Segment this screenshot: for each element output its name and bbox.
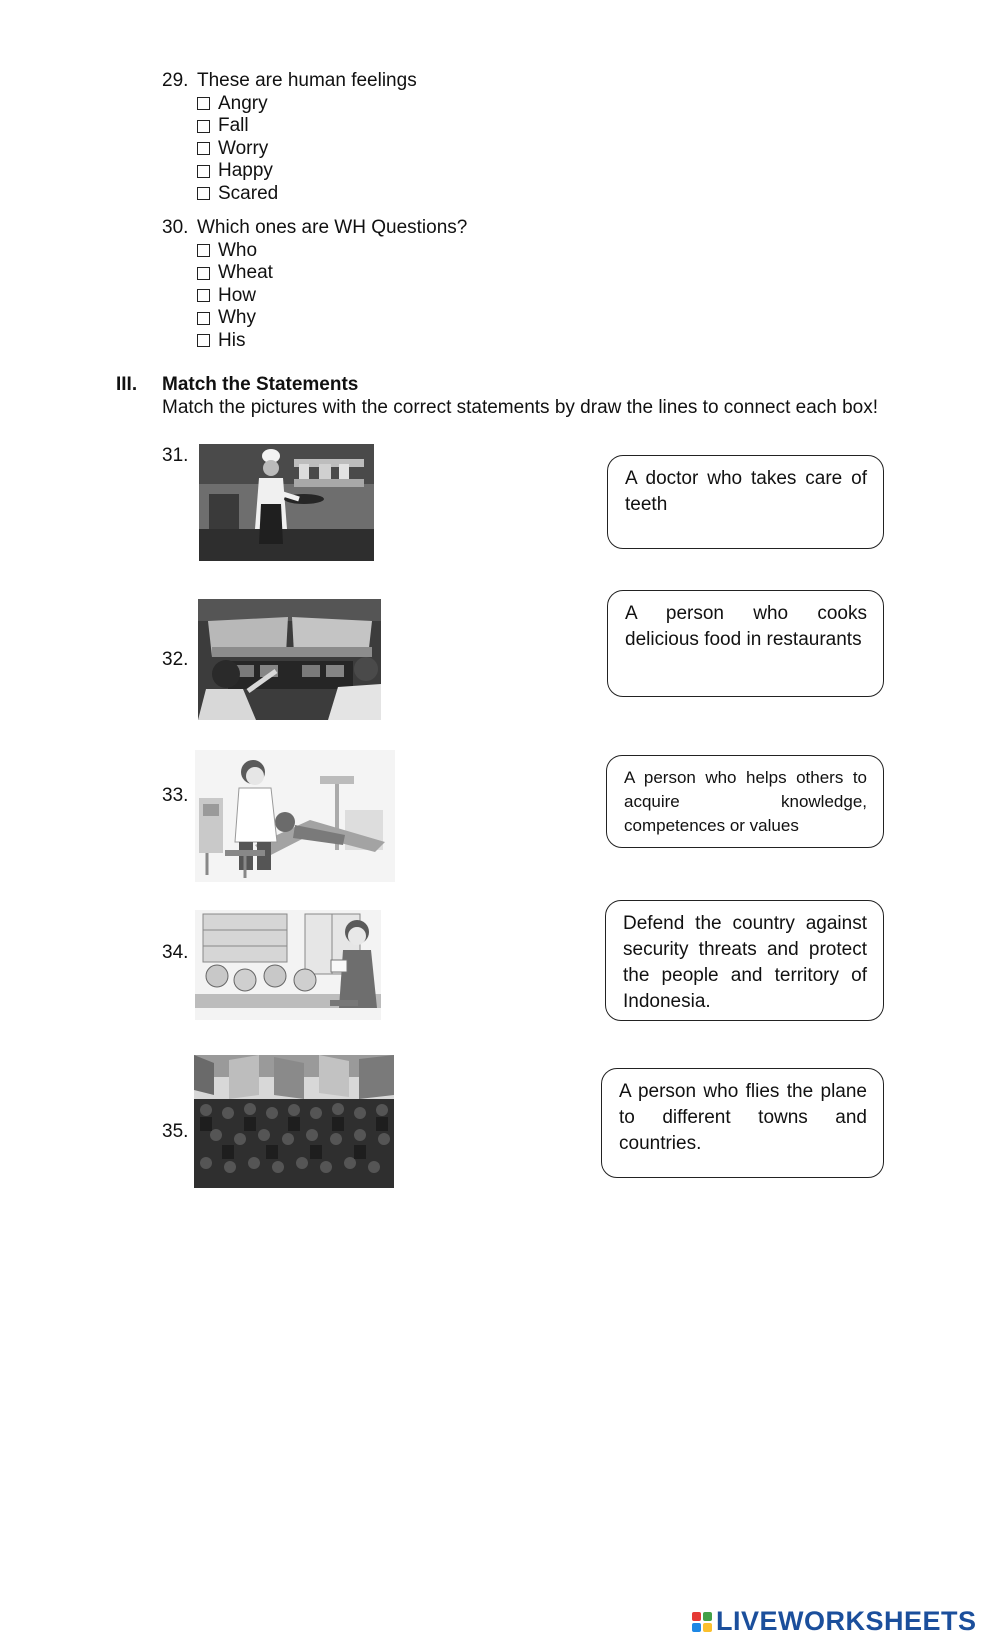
- logo-blocks-icon: [692, 1612, 712, 1632]
- question-29: [162, 70, 417, 205]
- checkbox-icon[interactable]: [197, 187, 210, 200]
- logo-block: [692, 1612, 701, 1621]
- statement-text: Defend the country against security threats and protect the people and territory of Indonesia.: [623, 913, 867, 1012]
- checkbox-icon[interactable]: [197, 142, 210, 155]
- match-number-33: 33.: [162, 785, 189, 806]
- checkbox-icon[interactable]: [197, 244, 210, 257]
- logo-block: [703, 1623, 712, 1632]
- checkbox-icon[interactable]: [197, 289, 210, 302]
- checkbox-icon[interactable]: [197, 120, 210, 133]
- checkbox-icon[interactable]: [197, 267, 210, 280]
- option-label: Worry: [218, 137, 269, 159]
- option-label: Who: [218, 239, 258, 261]
- logo-text: LIVEWORKSHEETS: [716, 1606, 977, 1636]
- option-label: Wheat: [218, 262, 273, 283]
- option-checkbox[interactable]: [197, 240, 467, 263]
- option-label: Fall: [218, 115, 249, 136]
- statement-box[interactable]: [605, 900, 884, 1021]
- option-label: Happy: [218, 160, 273, 181]
- liveworksheets-logo: [692, 1606, 977, 1637]
- statement-box[interactable]: [601, 1068, 884, 1178]
- statement-box[interactable]: [607, 455, 884, 549]
- section-title: Match the Statements: [162, 374, 359, 395]
- option-label: How: [218, 284, 257, 306]
- option-checkbox[interactable]: [197, 330, 467, 353]
- logo-block: [703, 1612, 712, 1621]
- statement-text: A person who flies the plane to different towns and countries.: [619, 1081, 867, 1154]
- question-30: [162, 217, 467, 352]
- question-number: 29.: [162, 70, 189, 91]
- checkbox-icon[interactable]: [197, 312, 210, 325]
- match-number-32: 32.: [162, 649, 189, 670]
- statement-box[interactable]: [606, 755, 884, 848]
- option-checkbox[interactable]: [197, 183, 417, 206]
- statement-text: A person who helps others to acquire knowledge, competences or values: [624, 768, 867, 835]
- option-label: Angry: [218, 92, 268, 114]
- match-number-31: 31.: [162, 445, 189, 466]
- statement-text: A person who cooks delicious food in restaurants: [625, 603, 867, 650]
- dentist-illustration[interactable]: [195, 750, 395, 882]
- statement-text: A doctor who takes care of teeth: [625, 468, 867, 515]
- chef-cooking-photo[interactable]: [199, 444, 374, 561]
- option-checkbox[interactable]: [197, 138, 417, 161]
- option-checkbox[interactable]: [197, 285, 467, 308]
- option-checkbox[interactable]: [197, 93, 417, 116]
- question-number: 30.: [162, 217, 189, 238]
- checkbox-icon[interactable]: [197, 165, 210, 178]
- question-text: Which ones are WH Questions?: [197, 217, 468, 238]
- option-checkbox[interactable]: [197, 262, 467, 285]
- soldiers-flags-photo[interactable]: [194, 1055, 394, 1188]
- section-instruction: Match the pictures with the correct statements by draw the lines to connect each box!: [162, 397, 879, 418]
- option-checkbox[interactable]: [197, 307, 467, 330]
- teacher-classroom-illustration[interactable]: [195, 910, 381, 1020]
- question-text: These are human feelings: [197, 70, 417, 91]
- option-label: His: [218, 329, 246, 351]
- logo-block: [692, 1623, 701, 1632]
- pilots-cockpit-photo[interactable]: [198, 599, 381, 720]
- match-number-34: 34.: [162, 942, 189, 963]
- section-number: III.: [116, 374, 138, 395]
- match-number-35: 35.: [162, 1121, 189, 1142]
- option-label: Scared: [218, 182, 279, 204]
- option-label: Why: [218, 307, 256, 328]
- statement-box[interactable]: [607, 590, 884, 697]
- checkbox-icon[interactable]: [197, 97, 210, 110]
- option-checkbox[interactable]: [197, 115, 417, 138]
- checkbox-icon[interactable]: [197, 334, 210, 347]
- option-checkbox[interactable]: [197, 160, 417, 183]
